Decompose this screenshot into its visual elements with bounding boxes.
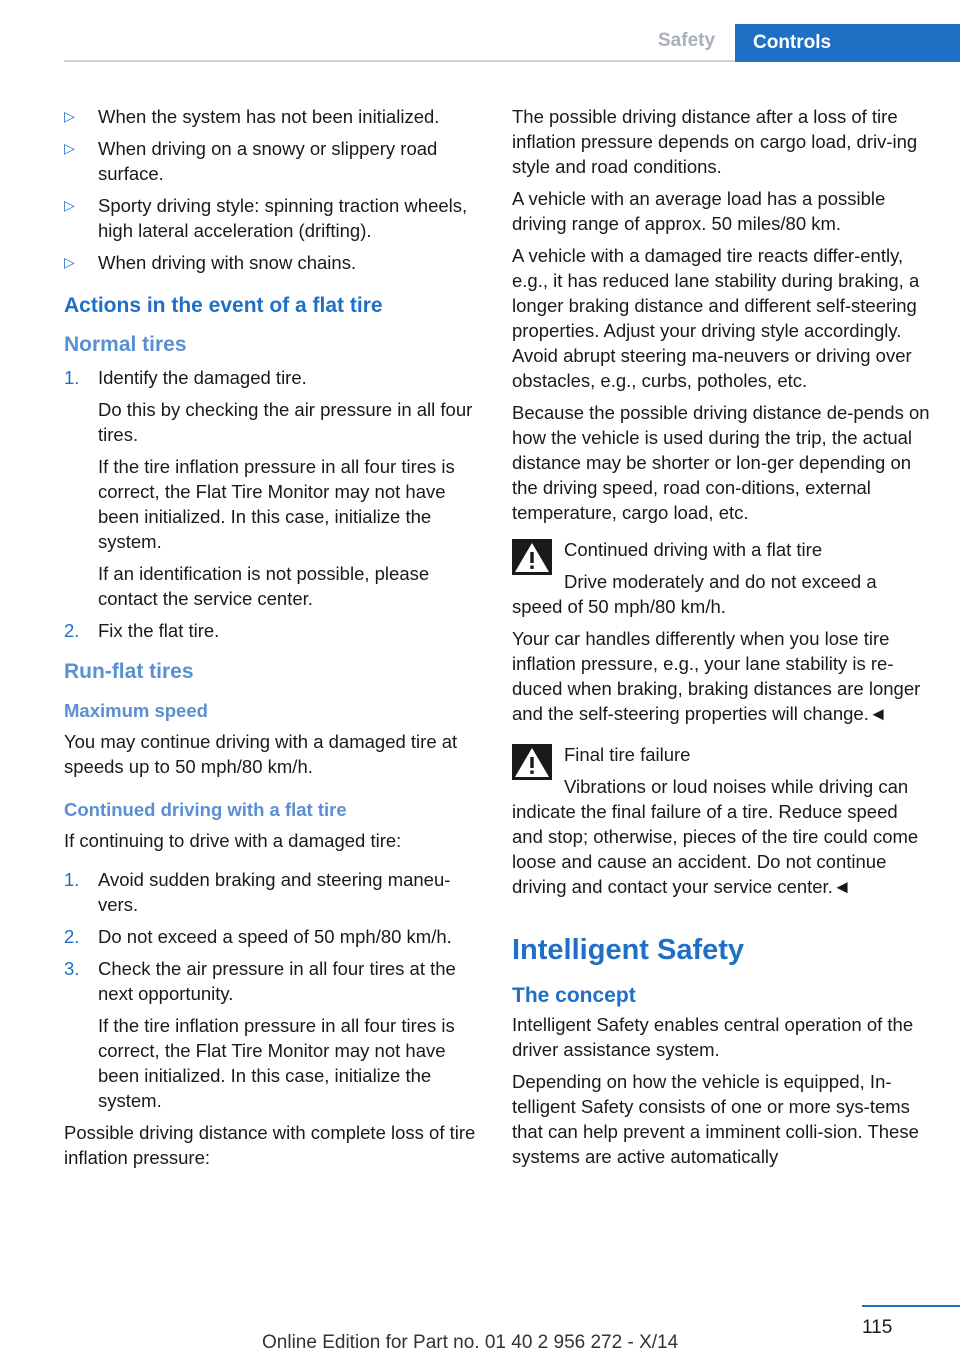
heading-intelligent-safety: Intelligent Safety [512, 934, 745, 966]
left-column [64, 104, 482, 1177]
paragraph: A vehicle with an average load has a possible driving range of approx. 50 miles/80 km. [512, 188, 886, 234]
warning-body: Vibrations or loud noises while driving can indicate the final failure of a tire. Reduce speed and stop; otherwise, pieces of the tire could come loose and cause an accident. Do not continue driving and contact your service center.◄ [512, 776, 919, 897]
heading-maximum-speed: Maximum speed [64, 700, 208, 721]
warning-title: Final tire failure [564, 744, 691, 765]
warning-triangle-icon [512, 539, 552, 575]
warning-title: Continued driving with a flat tire [564, 539, 823, 560]
paragraph: Your car handles differently when you lose tire inflation pressure, e.g., your lane stability is re‐duced when braking, braking distances are longer and the self-steering properties will change.◄ [512, 628, 921, 724]
paragraph: A vehicle with a damaged tire reacts differ‐ently, e.g., it has reduced lane stability during braking, a longer braking distance and different self-steering properties. Adjust your driving style accordingly. Avoid abrupt steering ma‐neuvers or driving over obstacles, e.g., curbs, potholes, etc. [512, 245, 920, 391]
bullet-triangle-icon: ▷ [64, 140, 75, 156]
step-detail: Do this by checking the air pressure in all four tires. [98, 399, 473, 445]
list-item: ▷ When driving with snow chains. [64, 252, 357, 273]
bullet-triangle-icon: ▷ [64, 108, 75, 124]
paragraph: If continuing to drive with a damaged tire: [64, 830, 402, 851]
step-item: 2. Do not exceed a speed of 50 mph/80 km/h. [64, 926, 452, 947]
step-detail: If an identification is not possible, please contact the service center. [98, 563, 430, 609]
step-item: 1. Avoid sudden braking and steering maneu‐vers. [64, 869, 451, 915]
warning-box [512, 537, 932, 619]
right-column [512, 104, 932, 1176]
heading-run-flat-tires: Run-flat tires [64, 660, 194, 683]
warning-triangle-icon [512, 744, 552, 780]
paragraph: Intelligent Safety enables central operation of the driver assistance system. [512, 1014, 914, 1060]
paragraph: The possible driving distance after a loss of tire inflation pressure depends on cargo load, driv‐ing style and road conditions. [512, 106, 918, 177]
bullet-triangle-icon: ▷ [64, 254, 75, 270]
paragraph: You may continue driving with a damaged tire at speeds up to 50 mph/80 km/h. [64, 731, 458, 777]
step-item: 3. Check the air pressure in all four tires at the next opportunity. [64, 958, 456, 1004]
heading-the-concept: The concept [512, 984, 636, 1007]
page-number: 115 [862, 1317, 893, 1338]
heading-normal-tires: Normal tires [64, 333, 187, 356]
paragraph: Possible driving distance with complete loss of tire inflation pressure: [64, 1122, 476, 1168]
header-section: Safety [658, 30, 716, 51]
warning-box [512, 742, 932, 899]
step-detail: If the tire inflation pressure in all four tires is correct, the Flat Tire Monitor may not have been initialized. In this case, initialize the system. [98, 1015, 455, 1111]
list-item: ▷ When the system has not been initialized. [64, 106, 440, 127]
heading-actions-flat-tire: Actions in the event of a flat tire [64, 294, 383, 317]
heading-continued-driving: Continued driving with a flat tire [64, 799, 347, 820]
step-item: 2. Fix the flat tire. [64, 620, 220, 641]
paragraph: Because the possible driving distance de‐pends on how the vehicle is used during the trip, the actual distance may be shorter or lon‐ger depending on the driving speed, road con‐ditions, external temperature, cargo load, etc. [512, 402, 930, 523]
list-item: ▷ When driving on a snowy or slippery road surface. [64, 138, 438, 184]
bullet-triangle-icon: ▷ [64, 197, 75, 213]
step-item: 1. Identify the damaged tire. [64, 367, 307, 388]
footer-edition: Online Edition for Part no. 01 40 2 956 272 - X/14 [262, 1332, 679, 1353]
list-item: ▷ Sporty driving style: spinning traction wheels, high lateral acceleration (drifting). [64, 195, 468, 241]
step-detail: If the tire inflation pressure in all four tires is correct, the Flat Tire Monitor may not have been initialized. In this case, initialize the system. [98, 456, 455, 552]
paragraph: Depending on how the vehicle is equipped, In‐telligent Safety consists of one or more sys‐tems that can help prevent a imminent colli‐sion. These systems are active automatically [512, 1071, 919, 1167]
header-chapter-tab: Controls [735, 24, 960, 62]
warning-body: Drive moderately and do not exceed a speed of 50 mph/80 km/h. [512, 571, 877, 617]
footer-rule [862, 1305, 960, 1307]
